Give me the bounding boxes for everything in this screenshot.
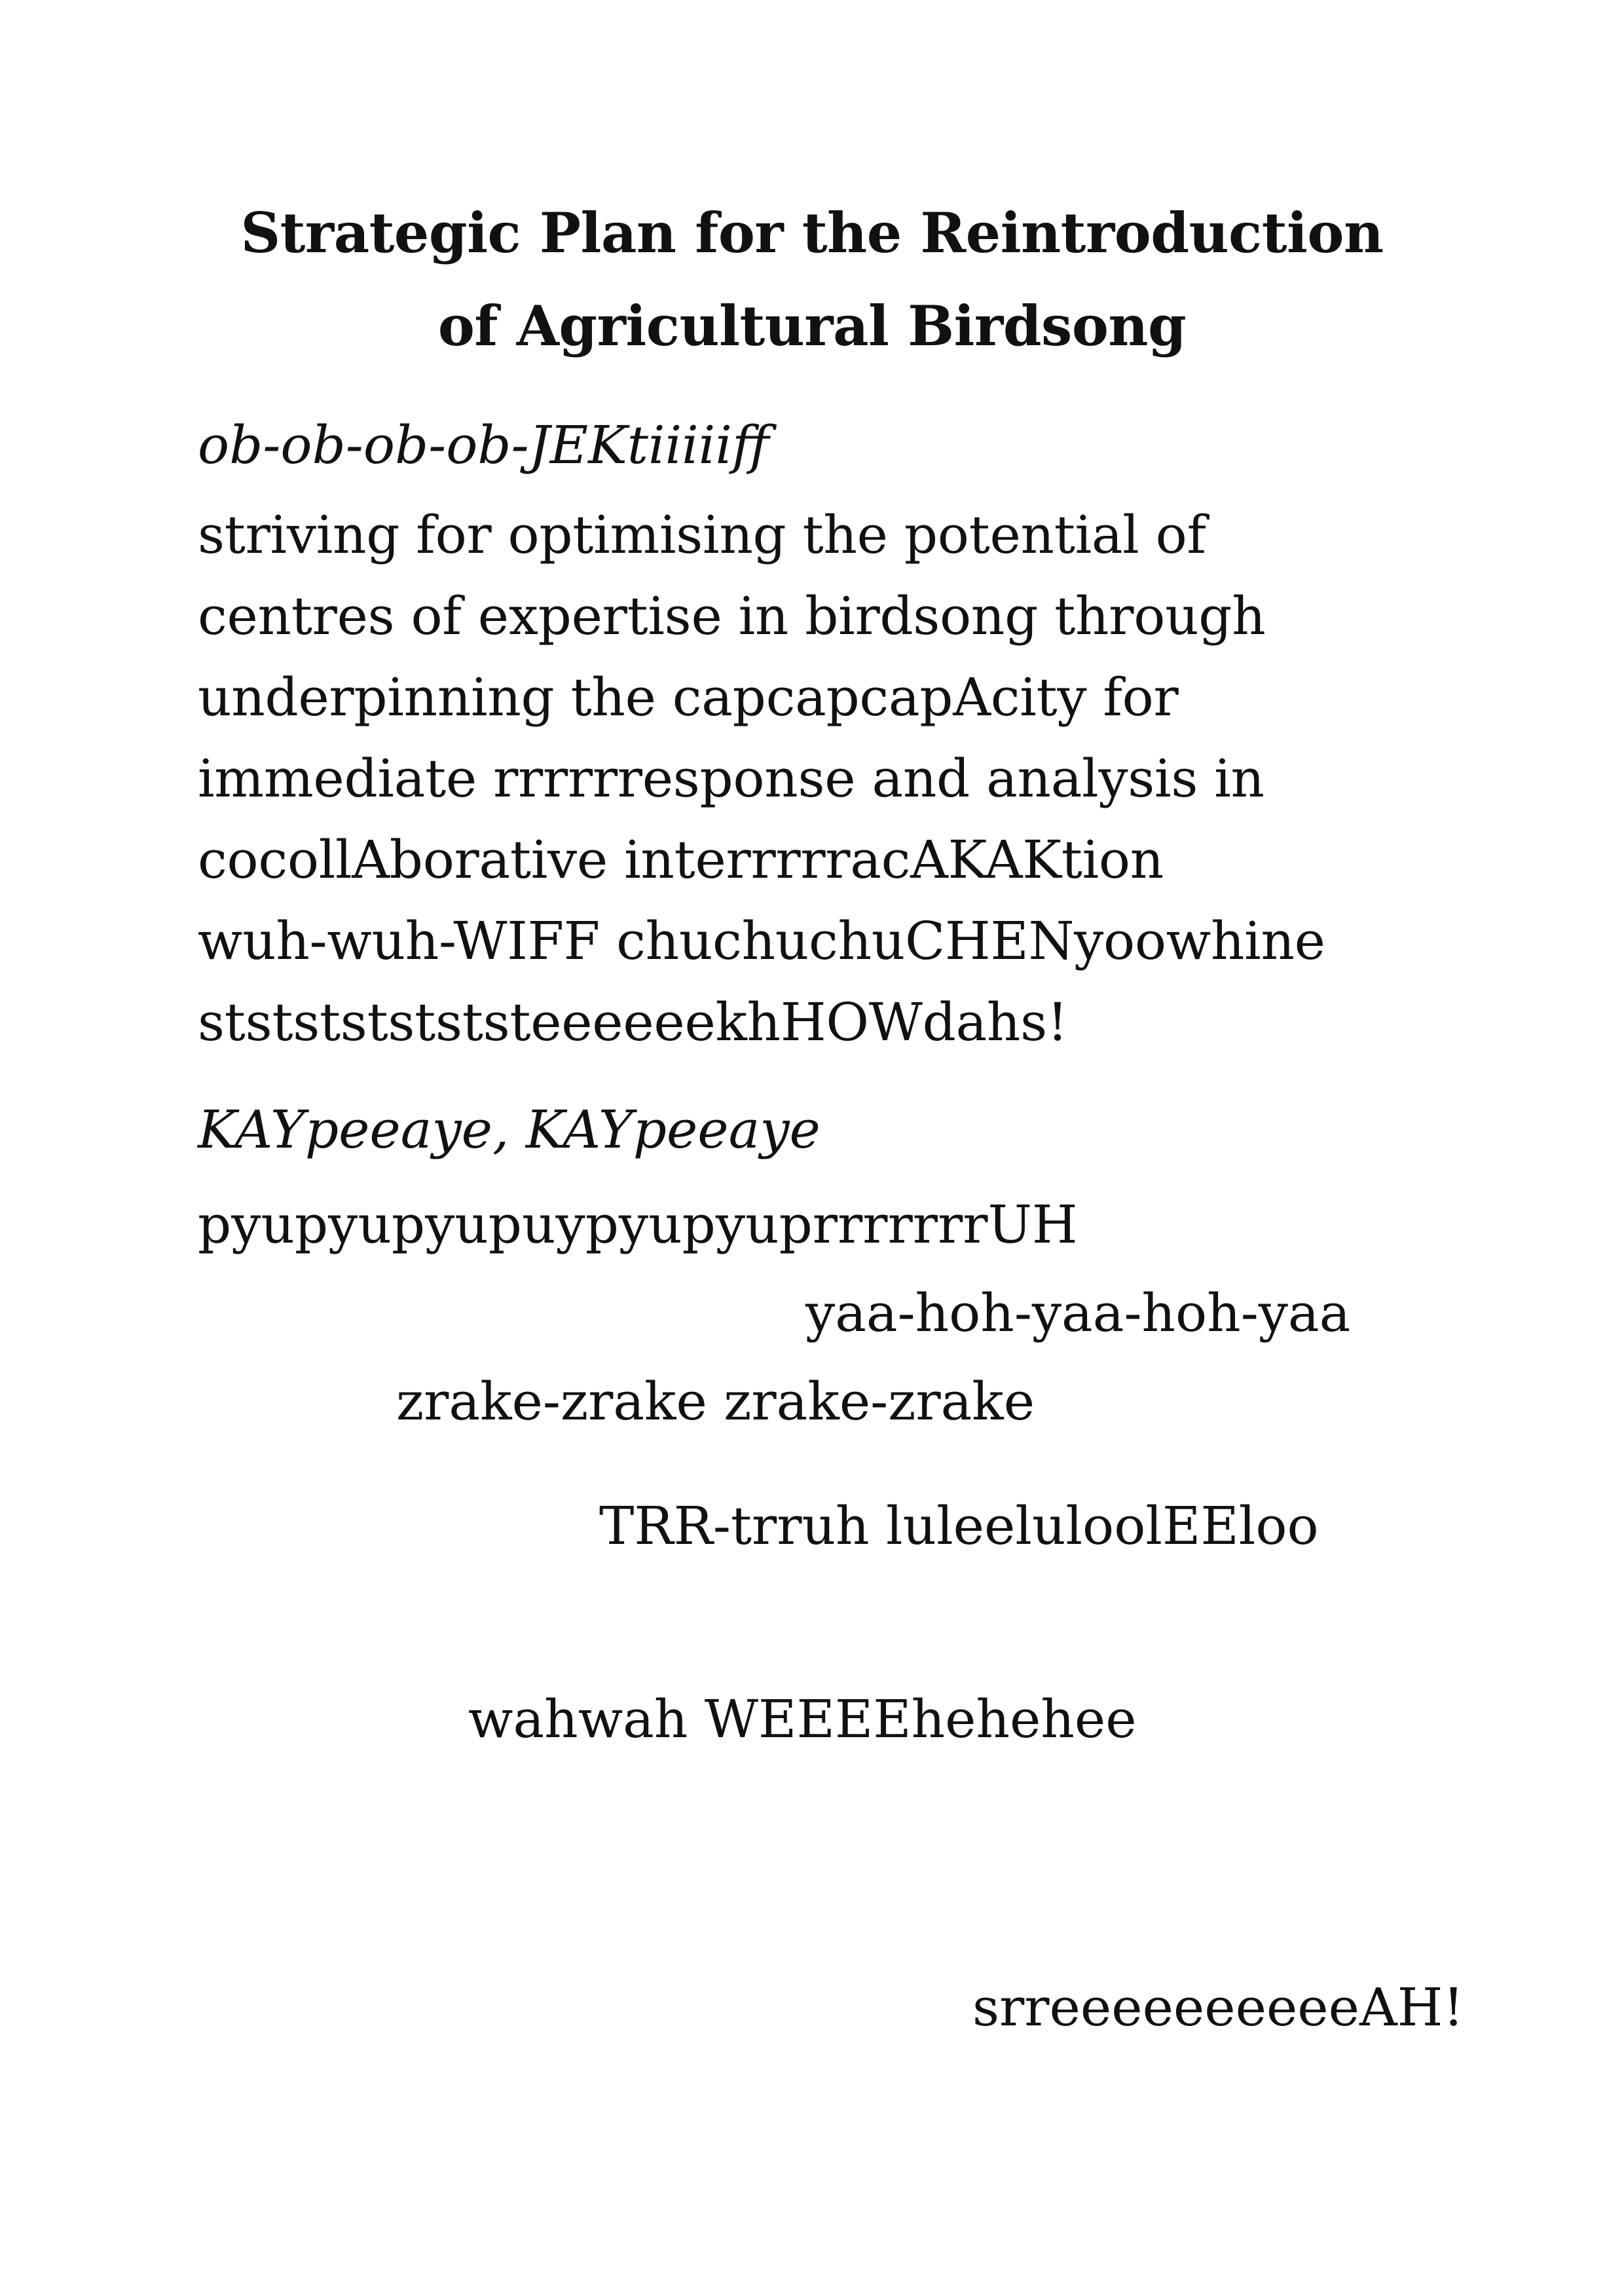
stanza-2-line-2: yaa-hoh-yaa-hoh-yaa [805, 1283, 1351, 1343]
stanza-1-call: ob-ob-ob-ob-JEKtiiiiiff [198, 415, 769, 476]
page-title [0, 187, 1624, 373]
stanza-1-line-1: striving for optimising the potential of [198, 504, 1206, 565]
stanza-1-body [198, 495, 1325, 1063]
stanza-2-line-3: zrake-zrake zrake-zrake [396, 1371, 1035, 1432]
stanza-1-line-6: wuh-wuh-WIFF chuchuchuCHENyoowhine [198, 910, 1325, 971]
stanza-1-line-2: centres of expertise in birdsong through [198, 586, 1266, 647]
stanza-1-line-3: underpinning the capcapcapAcity for [198, 667, 1179, 728]
title-line-2: of Agricultural Birdsong [437, 293, 1187, 358]
stanza-2-call: KAYpeeaye, KAYpeeaye [198, 1099, 821, 1160]
stanza-2-line-6: srreeeeeeeeeeAH! [972, 1977, 1464, 2038]
stanza-1-line-5: cocollAborative interrrrracAKAKtion [198, 829, 1164, 890]
stanza-2-line-5: wahwah WEEEEhehehee [468, 1689, 1137, 1750]
stanza-2-line-4: TRR-trruh luleeluloolEEloo [599, 1495, 1319, 1556]
stanza-1-line-4: immediate rrrrrresponse and analysis in [198, 748, 1264, 809]
stanza-1-line-7: stststststststeeeeeekhHOWdahs! [198, 992, 1068, 1053]
title-line-1: Strategic Plan for the Reintroduction [240, 200, 1384, 265]
stanza-2-line-1: pyupyupyupuypyupyuprrrrrrrUH [198, 1194, 1078, 1255]
